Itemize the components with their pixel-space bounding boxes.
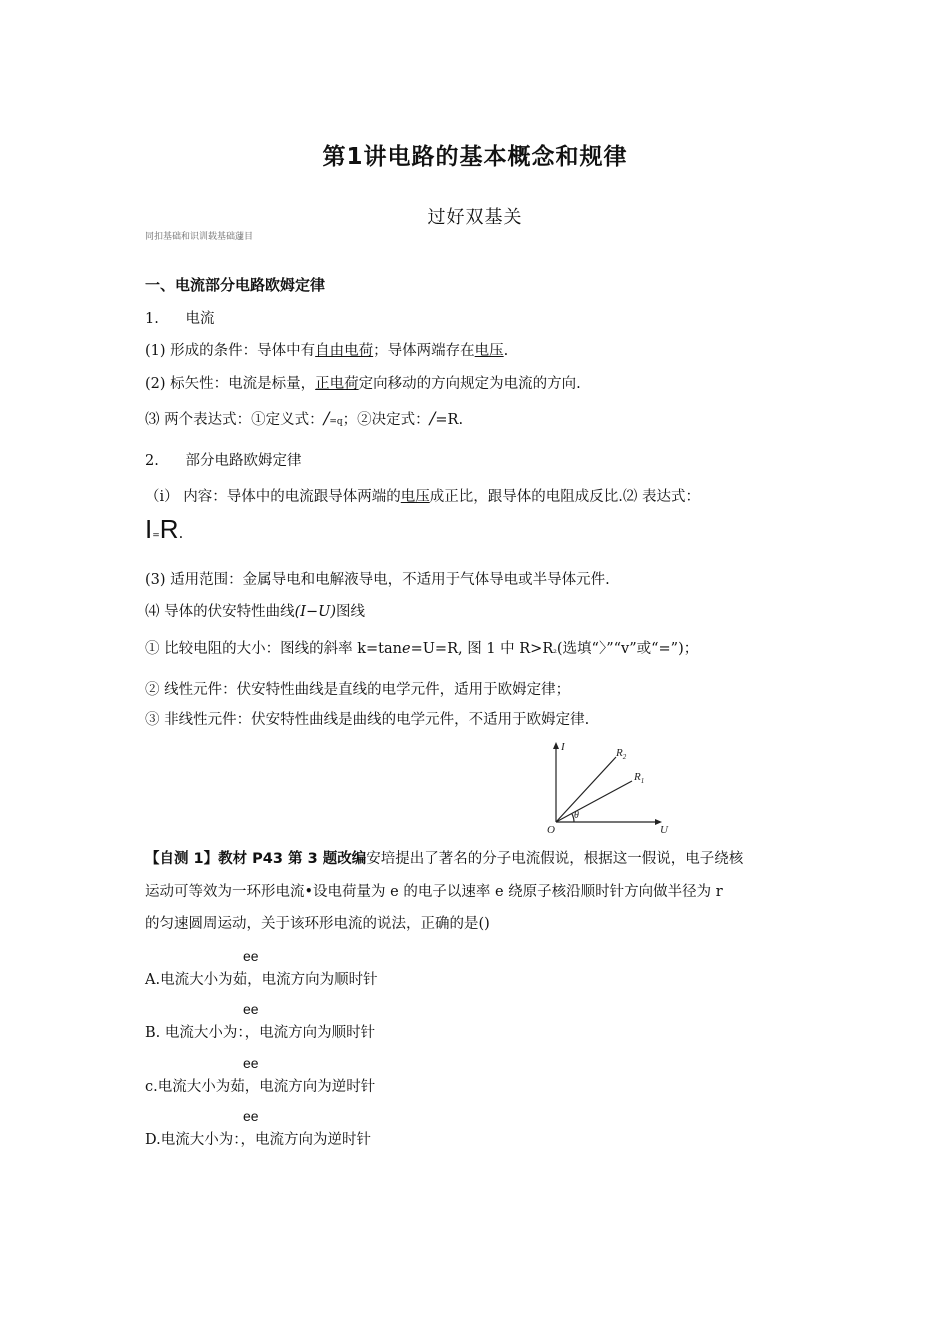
r2-subscript: 2 [622, 753, 627, 761]
line-scope: (3) 适用范围：金属导电和电解液导电，不适用于气体导电或半导体元件. [145, 572, 610, 588]
underlined-term: 正电荷 [315, 376, 359, 392]
line-formula [145, 514, 183, 545]
line-expressions [145, 408, 463, 429]
text: =U=R, 图 1 中 R>R [410, 641, 554, 657]
formula-symbol: (I−U) [294, 604, 337, 620]
item-text: 部分电路欧姆定律 [185, 453, 302, 469]
question-line-3: 的匀速圆周运动，关于该环形电流的说法，正确的是() [145, 916, 490, 932]
formula-symbol: / [323, 409, 330, 429]
line-scalar [145, 372, 581, 393]
text: 成正比，跟导体的电阻成反比.⑵ 表达式： [429, 489, 700, 505]
text: ① 比较电阻的大小：图线的斜率 k=tan [145, 641, 402, 657]
formula-symbol: q [336, 417, 343, 427]
question-line-1 [145, 847, 743, 868]
item-number: 1. [145, 311, 159, 327]
text: (选填“〉”“v”或“=”)； [556, 641, 699, 657]
item-2 [145, 449, 301, 470]
text: （i） 内容：导体中的电流跟导体两端的 [145, 489, 401, 505]
question-text: 安培提出了著名的分子电流假说，根据这一假说，电子绕核 [366, 851, 744, 867]
formula-symbol: = [329, 417, 337, 427]
r2-letter: R [616, 747, 623, 759]
section-heading: 一、电流部分电路欧姆定律 [145, 276, 326, 294]
line-linear: ② 线性元件：伏安特性曲线是直线的电学元件，适用于欧姆定律； [145, 682, 571, 698]
option-d-fraction: ee [243, 1108, 259, 1124]
option-c[interactable]: c.电流大小为茹，电流方向为逆时针 [145, 1079, 376, 1095]
formula-symbol: R [159, 514, 179, 544]
line-compare [145, 637, 698, 658]
text: 图线 [336, 604, 366, 620]
theta-label: θ [574, 810, 579, 821]
underlined-term: 自由电荷 [315, 343, 374, 359]
line-curve [145, 600, 365, 621]
item-text: 电流 [185, 311, 215, 327]
x-axis-label: U [660, 824, 668, 835]
line-r1 [556, 781, 632, 822]
line-content [145, 485, 700, 506]
text: ；导体两端存在 [373, 343, 475, 359]
option-a[interactable]: A.电流大小为茹，电流方向为顺时针 [145, 972, 378, 988]
origin-label: O [547, 824, 555, 835]
subscript: ₂ [553, 646, 557, 656]
r1-label [633, 771, 644, 785]
iv-curve-figure [540, 740, 675, 835]
option-a-fraction: ee [243, 948, 259, 964]
line-formation [145, 339, 508, 360]
page-title: 第1讲电路的基本概念和规律 [322, 144, 628, 170]
formula-symbol: = [152, 531, 160, 541]
formula-symbol: I [145, 514, 153, 544]
question-source: 【自测 1】教材 P43 第 3 题改编 [145, 851, 367, 867]
item-1 [145, 307, 214, 328]
text: =R. [435, 412, 464, 428]
question-line-2: 运动可等效为一环形电流•设电荷量为 e 的电子以速率 e 绕原子核沿顺时针方向做半径为 r [145, 884, 723, 900]
formula-symbol: e [401, 641, 411, 657]
text: (1) 形成的条件：导体中有 [145, 343, 316, 359]
text: ⑶ 两个表达式：①定义式： [145, 412, 324, 428]
formula-symbol: / [429, 409, 436, 429]
line-nonlinear: ③ 非线性元件：伏安特性曲线是曲线的电学元件，不适用于欧姆定律. [145, 712, 590, 728]
option-b[interactable]: B. 电流大小为：，电流方向为顺时针 [145, 1025, 376, 1041]
item-number: 2. [145, 453, 159, 469]
r2-label [615, 747, 627, 761]
r1-subscript: 1 [640, 777, 645, 785]
text: 定向移动的方向规定为电流的方向. [358, 376, 581, 392]
y-axis-arrow [553, 742, 559, 749]
text: . [503, 343, 509, 359]
text: (2) 标矢性：电流是标量， [145, 376, 316, 392]
text: ⑷ 导体的伏安特性曲线 [145, 604, 295, 620]
underlined-term: 电压 [400, 489, 430, 505]
option-b-fraction: ee [243, 1001, 259, 1017]
underlined-term: 电压 [474, 343, 504, 359]
tiny-note: 同扣基础和识训载基础蘧目 [145, 232, 254, 242]
r1-letter: R [634, 771, 641, 783]
option-d[interactable]: D.电流大小为：，电流方向为逆时针 [145, 1132, 371, 1148]
page-subtitle: 过好双基关 [427, 207, 523, 228]
y-axis-label: I [561, 741, 565, 753]
text: . [178, 526, 184, 542]
option-c-fraction: ee [243, 1055, 259, 1071]
line-r2 [556, 757, 616, 822]
text: ；②决定式： [342, 412, 430, 428]
